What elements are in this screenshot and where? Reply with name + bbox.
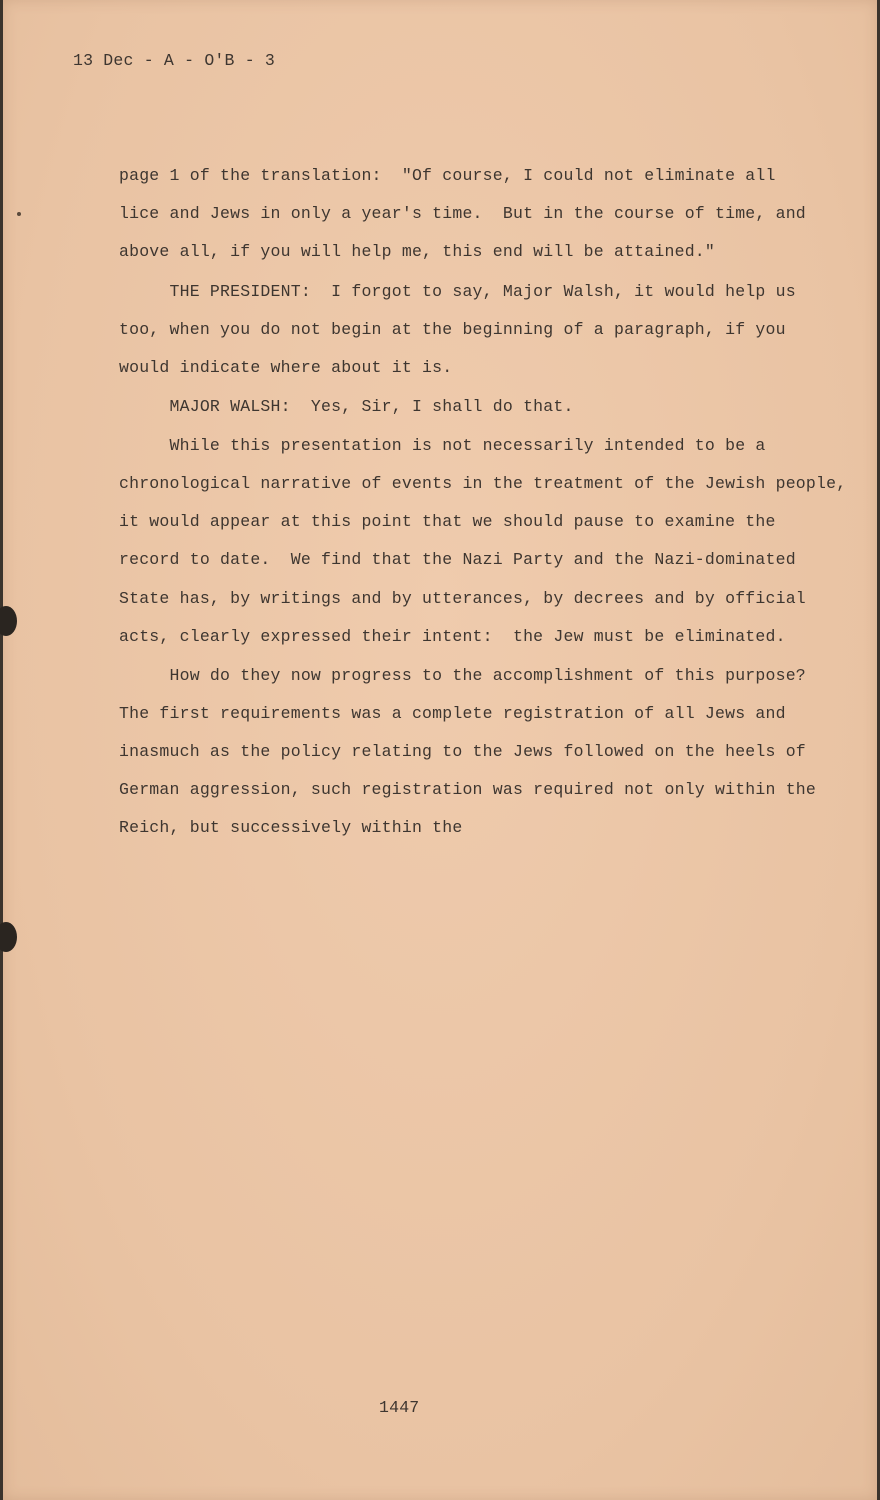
text-line: The first requirements was a complete registration of all Jews and [119, 704, 786, 723]
text-line: German aggression, such registration was required not only within the [119, 780, 817, 799]
text-line: lice and Jews in only a year's time. But in the course of time, and [119, 204, 806, 223]
text-line: record to date. We find that the Nazi Party and the Nazi-dominated [119, 550, 796, 569]
text-line: MAJOR WALSH: Yes, Sir, I shall do that. [119, 397, 574, 416]
text-line: acts, clearly expressed their intent: the Jew must be eliminated. [119, 627, 786, 646]
text-line: above all, if you will help me, this end will be attained." [119, 242, 715, 261]
punch-hole [0, 606, 17, 636]
page-number: 1447 [379, 1398, 420, 1417]
text-line: Reich, but successively within the [119, 818, 463, 837]
ink-speck [17, 212, 21, 216]
text-line: inasmuch as the policy relating to the Jews followed on the heels of [119, 742, 806, 761]
text-line: page 1 of the translation: "Of course, I could not eliminate all [119, 166, 776, 185]
punch-hole [0, 922, 17, 952]
text-line: too, when you do not begin at the beginning of a paragraph, if you [119, 320, 786, 339]
page-header: 13 Dec - A - O'B - 3 [73, 51, 276, 70]
text-line: would indicate where about it is. [119, 358, 453, 377]
text-line: How do they now progress to the accomplishment of this purpose? [119, 666, 806, 685]
document-page [3, 0, 877, 1500]
text-line: While this presentation is not necessarily intended to be a [119, 436, 766, 455]
text-line: chronological narrative of events in the treatment of the Jewish people, [119, 474, 847, 493]
text-line: it would appear at this point that we should pause to examine the [119, 512, 776, 531]
text-line: State has, by writings and by utterances, by decrees and by official [119, 589, 806, 608]
text-line: THE PRESIDENT: I forgot to say, Major Walsh, it would help us [119, 282, 796, 301]
